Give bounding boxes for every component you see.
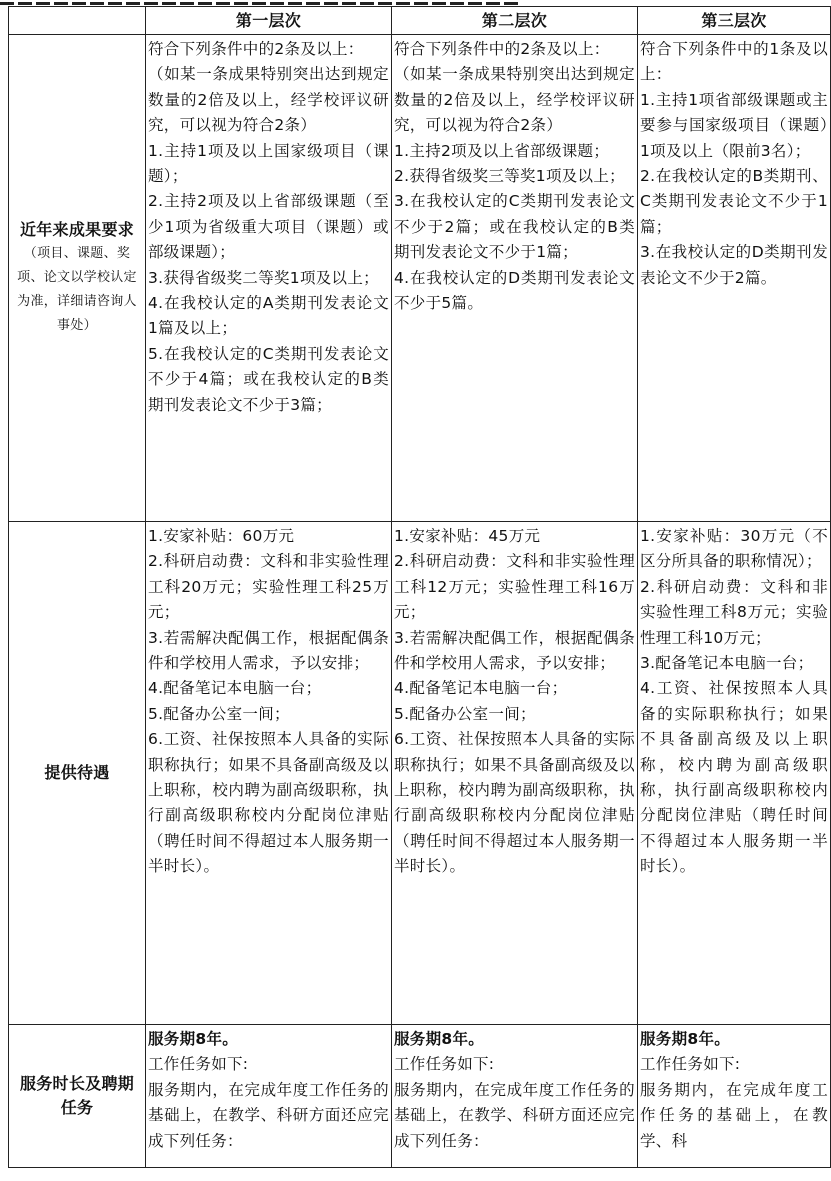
list-item: 2.主持2项及以上省部级课题（至少1项为省级重大项目（课题）或部级课题）；	[148, 192, 389, 262]
label-main: 近年来成果要求	[19, 220, 135, 239]
cell-service-level-1	[146, 1025, 392, 1168]
row-achievements	[9, 35, 831, 522]
list-item: 6.工资、社保按照本人具备的实际职称执行；如果不具备副高级及以上职称，校内聘为副高级职称，执行副高级职称校内分配岗位津贴（聘任时间不得超过本人服务期一半时长）。	[148, 730, 389, 876]
row-label-achievements	[9, 35, 146, 522]
header-level-2: 第二层次	[392, 7, 638, 35]
list-item: 1.主持1项省部级课题或主要参与国家级项目（课题）1项及以上（限前3名）；	[640, 90, 828, 160]
cell-service-level-3	[638, 1025, 831, 1168]
tasks-label: 工作任务如下:	[148, 1055, 249, 1074]
service-term: 服务期8年。	[148, 1030, 239, 1048]
header-empty	[9, 7, 146, 35]
header-level-3: 第三层次	[638, 7, 831, 35]
header-row	[9, 7, 831, 35]
list-item: 2.科研启动费：文科和非实验性理工科12万元；实验性理工科16万元；	[394, 552, 635, 622]
list-item: 2.在我校认定的B类期刊、C类期刊发表论文不少于1篇；	[640, 167, 828, 236]
cell-benefits-level-2	[392, 522, 638, 1025]
cell-benefits-level-3	[638, 522, 831, 1025]
list-item: 3.若需解决配偶工作，根据配偶条件和学校用人需求，予以安排；	[148, 628, 389, 673]
list-item: 2.科研启动费：文科和非实验性理工科8万元；实验性理工科10万元；	[640, 577, 828, 647]
list-item: 2.获得省级奖三等奖1项及以上；	[394, 167, 625, 186]
list-item: 4.配备笔记本电脑一台；	[148, 679, 322, 698]
list-item: 4.在我校认定的A类期刊发表论文1篇及以上；	[148, 294, 389, 338]
row-service-term	[9, 1025, 831, 1168]
tasks-text: 服务期内，在完成年度工作任务的基础上，在教学、科研方面还应完成下列任务：	[394, 1080, 635, 1150]
list-item: 符合下列条件中的1条及以上：	[640, 40, 828, 84]
list-item: 5.配备办公室一间；	[394, 704, 536, 723]
service-term: 服务期8年。	[640, 1030, 731, 1048]
tasks-text: 服务期内，在完成年度工作任务的基础上，在教学、科研方面还应完成下列任务：	[148, 1080, 389, 1150]
list-item: 5.配备办公室一间；	[148, 704, 290, 723]
tasks-label: 工作任务如下:	[394, 1055, 495, 1074]
row-label-benefits	[9, 522, 146, 1025]
cell-service-level-2	[392, 1025, 638, 1168]
tasks-label: 工作任务如下:	[640, 1055, 741, 1074]
label-main: 服务时长及聘期任务	[19, 1074, 135, 1117]
list-item: 3.在我校认定的C类期刊发表论文不少于2篇；或在我校认定的B类期刊发表论文不少于1篇；	[394, 192, 635, 262]
cell-achievements-level-3	[638, 35, 831, 522]
label-note: （项目、课题、奖项、论文以学校认定为准，详细请咨询人事处）	[17, 246, 137, 333]
header-level-1: 第一层次	[146, 7, 392, 35]
list-item: 符合下列条件中的2条及以上：	[148, 40, 364, 58]
list-item: 1.安家补贴：60万元	[148, 527, 295, 545]
row-label-service-term	[9, 1025, 146, 1168]
label-main: 提供待遇	[44, 763, 110, 782]
row-benefits	[9, 522, 831, 1025]
list-item: 1.主持1项及以上国家级项目（课题）；	[148, 141, 389, 186]
list-item: （如某一条成果特别突出达到规定数量的2倍及以上，经学校评议研究，可以视为符合2条）	[394, 65, 635, 135]
list-item: 2.科研启动费：文科和非实验性理工科20万元；实验性理工科25万元；	[148, 552, 389, 622]
list-item: 3.配备笔记本电脑一台；	[640, 654, 814, 673]
list-item: 1.安家补贴：30万元（不区分所具备的职称情况）；	[640, 527, 828, 571]
list-item: 4.配备笔记本电脑一台；	[394, 679, 568, 698]
cell-achievements-level-2	[392, 35, 638, 522]
list-item: 5.在我校认定的C类期刊发表论文不少于4篇；或在我校认定的B类期刊发表论文不少于3篇；	[148, 344, 389, 414]
list-item: 1.安家补贴：45万元	[394, 527, 541, 545]
list-item: 4.工资、社保按照本人具备的实际职称执行；如果不具备副高级及以上职称，校内聘为副高级职称，执行副高级职称校内分配岗位津贴（聘任时间不得超过本人服务期一半时长）。	[640, 679, 828, 876]
list-item: （如某一条成果特别突出达到规定数量的2倍及以上，经学校评议研究，可以视为符合2条）	[148, 65, 389, 135]
service-term: 服务期8年。	[394, 1030, 485, 1048]
list-item: 3.获得省级奖二等奖1项及以上；	[148, 268, 379, 287]
cell-benefits-level-1	[146, 522, 392, 1025]
list-item: 3.在我校认定的D类期刊发表论文不少于2篇。	[640, 243, 828, 287]
tasks-text: 服务期内，在完成年度工作任务的基础上，在教学、科	[640, 1080, 828, 1150]
list-item: 符合下列条件中的2条及以上：	[394, 40, 610, 58]
list-item: 3.若需解决配偶工作，根据配偶条件和学校用人需求，予以安排；	[394, 628, 635, 673]
list-item: 1.主持2项及以上省部级课题；	[394, 141, 610, 160]
cell-achievements-level-1	[146, 35, 392, 522]
list-item: 4.在我校认定的D类期刊发表论文不少于5篇。	[394, 268, 635, 313]
list-item: 6.工资、社保按照本人具备的实际职称执行；如果不具备副高级及以上职称，校内聘为副高级职称，执行副高级职称校内分配岗位津贴（聘任时间不得超过本人服务期一半时长）。	[394, 730, 635, 876]
recruitment-table	[8, 6, 831, 1168]
